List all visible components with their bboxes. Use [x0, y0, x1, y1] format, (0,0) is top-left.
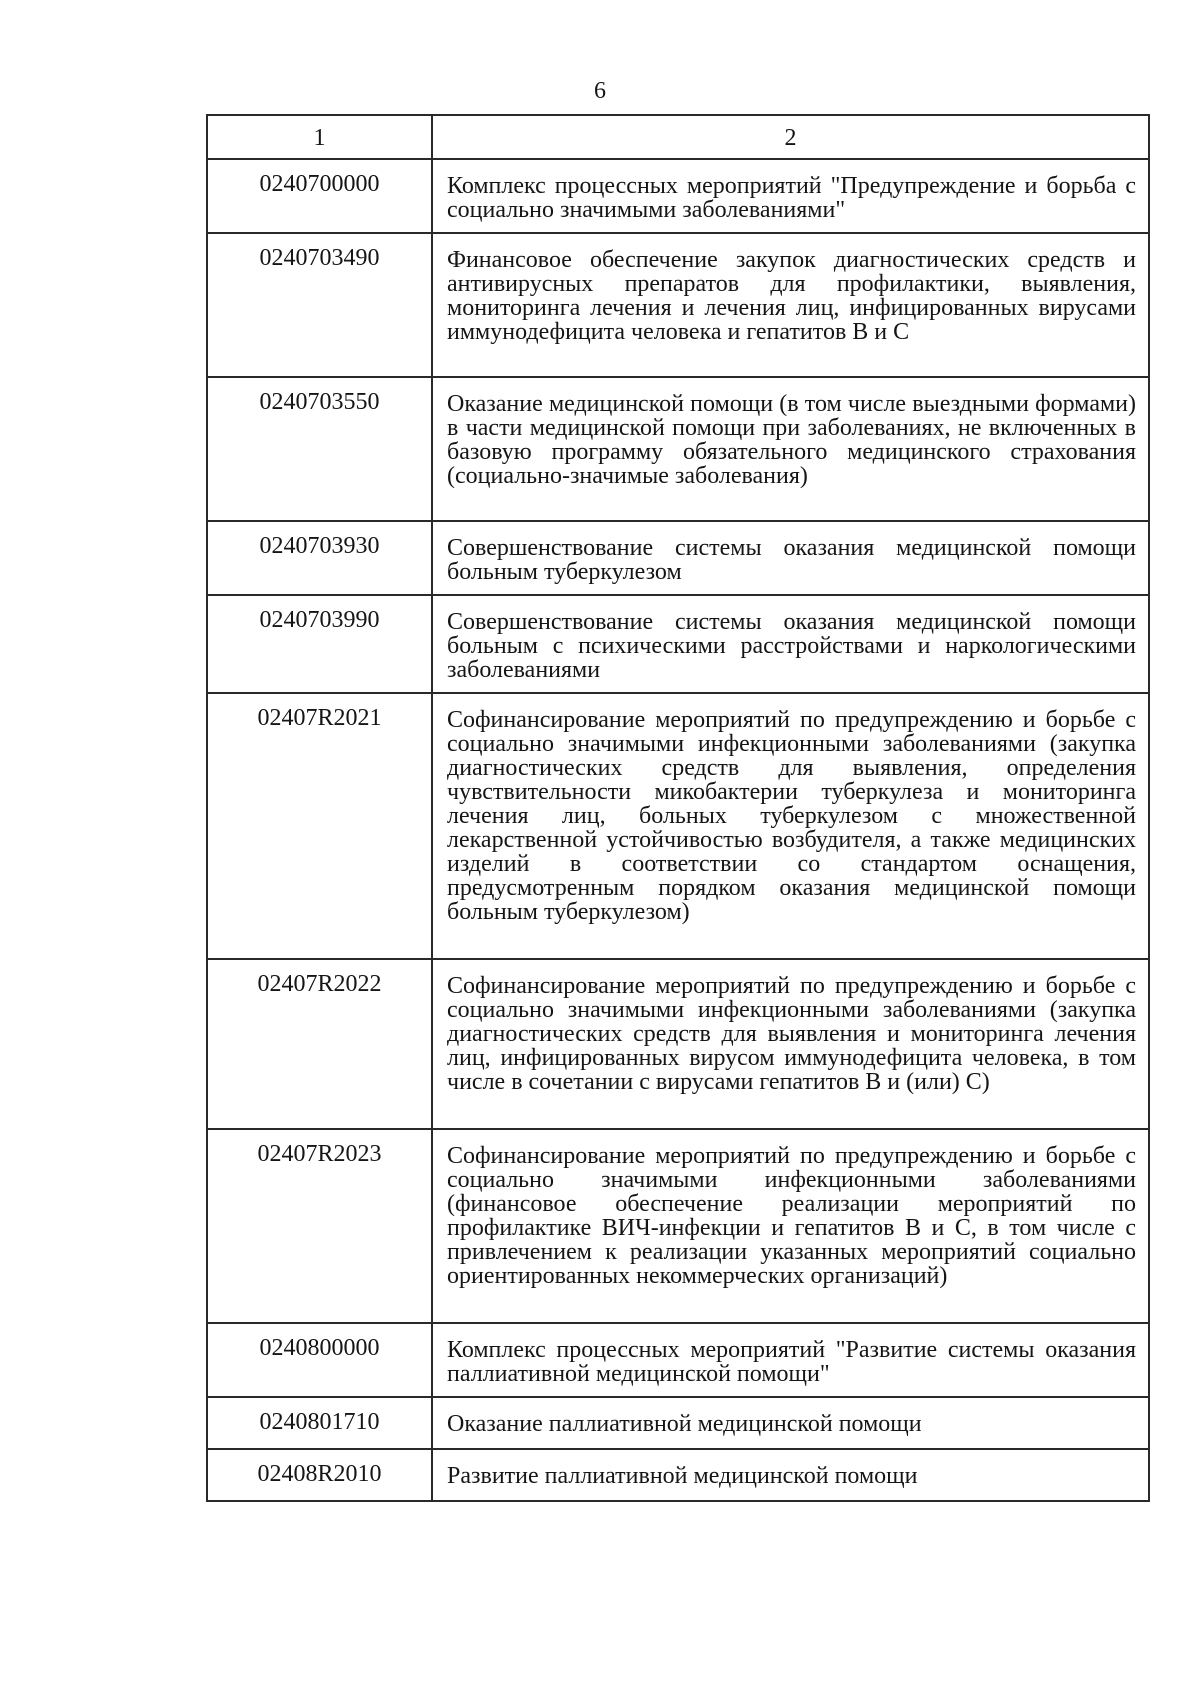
- page-number: 6: [594, 78, 606, 104]
- row-code: 02407R2023: [207, 1129, 432, 1323]
- table-header-row: [207, 115, 1149, 159]
- row-description: Оказание паллиативной медицинской помощи: [432, 1397, 1149, 1449]
- column-header-2: 2: [432, 115, 1149, 159]
- row-code: 0240801710: [207, 1397, 432, 1449]
- table-row: [207, 159, 1149, 233]
- row-description: Софинансирование мероприятий по предупреждению и борьбе с социально значимыми инфекционными заболеваниями (финансовое обеспечение реализации мероприятий по профилактике ВИЧ-инфекции и гепатитов B и C, в том числе с привлечением к реализации указанных мероприятий социально ориентированных некоммерческих организаций): [432, 1129, 1149, 1323]
- row-code: 02408R2010: [207, 1449, 432, 1501]
- row-code: 0240800000: [207, 1323, 432, 1397]
- table-row: [207, 1323, 1149, 1397]
- table-row: [207, 377, 1149, 521]
- row-description: Комплекс процессных мероприятий "Предупреждение и борьба с социально значимыми заболеваниями": [432, 159, 1149, 233]
- table-row: [207, 1449, 1149, 1501]
- row-description: Совершенствование системы оказания медицинской помощи больным с психическими расстройствами и наркологическими заболеваниями: [432, 595, 1149, 693]
- row-description: Софинансирование мероприятий по предупреждению и борьбе с социально значимыми инфекционными заболеваниями (закупка диагностических средств для выявления и мониторинга лечения лиц, инфицированных вирусом иммунодефицита человека, в том числе в сочетании с вирусами гепатитов B и (или) C): [432, 959, 1149, 1129]
- row-description: Оказание медицинской помощи (в том числе выездными формами) в части медицинской помощи при заболеваниях, не включенных в базовую программу обязательного медицинского страхования (социально-значимые заболевания): [432, 377, 1149, 521]
- row-description: Комплекс процессных мероприятий "Развитие системы оказания паллиативной медицинской помощи": [432, 1323, 1149, 1397]
- budget-classification-table: [206, 114, 1150, 1502]
- row-code: 0240703490: [207, 233, 432, 377]
- row-code: 0240700000: [207, 159, 432, 233]
- row-description: Совершенствование системы оказания медицинской помощи больным туберкулезом: [432, 521, 1149, 595]
- table-row: [207, 233, 1149, 377]
- row-description: Развитие паллиативной медицинской помощи: [432, 1449, 1149, 1501]
- row-code: 0240703930: [207, 521, 432, 595]
- row-code: 02407R2022: [207, 959, 432, 1129]
- table-row: [207, 1397, 1149, 1449]
- table-row: [207, 521, 1149, 595]
- row-code: 0240703990: [207, 595, 432, 693]
- table-row: [207, 693, 1149, 959]
- row-description: Софинансирование мероприятий по предупреждению и борьбе с социально значимыми инфекционными заболеваниями (закупка диагностических средств для выявления, определения чувствительности микобактерии туберкулеза и мониторинга лечения лиц, больных туберкулезом с множественной лекарственной устойчивостью возбудителя, а также медицинских изделий в соответствии со стандартом оснащения, предусмотренным порядком оказания медицинской помощи больным туберкулезом): [432, 693, 1149, 959]
- row-description: Финансовое обеспечение закупок диагностических средств и антивирусных препаратов для профилактики, выявления, мониторинга лечения и лечения лиц, инфицированных вирусами иммунодефицита человека и гепатитов B и C: [432, 233, 1149, 377]
- column-header-1: 1: [207, 115, 432, 159]
- table-row: [207, 595, 1149, 693]
- table-row: [207, 959, 1149, 1129]
- row-code: 0240703550: [207, 377, 432, 521]
- table-row: [207, 1129, 1149, 1323]
- row-code: 02407R2021: [207, 693, 432, 959]
